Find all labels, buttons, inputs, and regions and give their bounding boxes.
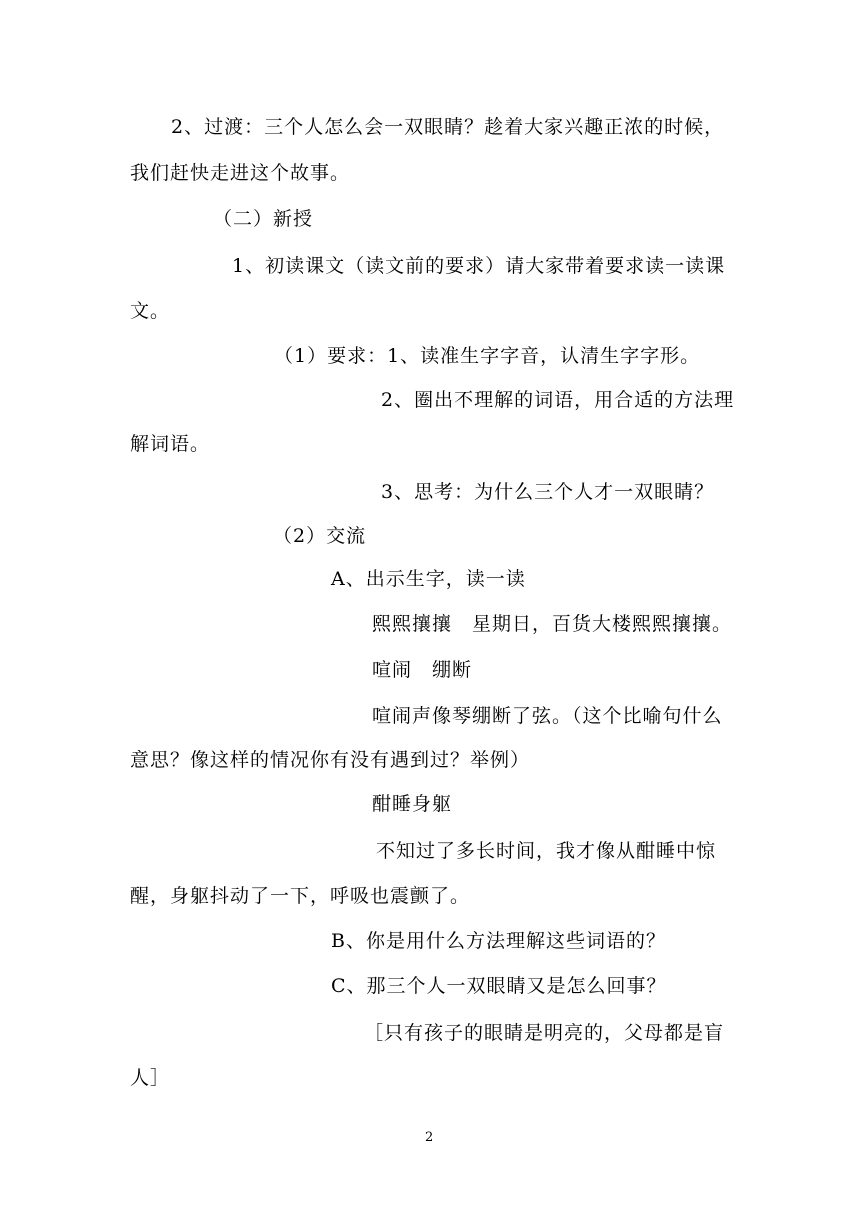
text-line: C、那三个人一双眼睛又是怎么回事？ — [331, 975, 667, 997]
text-line: 3、思考：为什么三个人才一双眼睛？ — [381, 481, 715, 503]
text-line: 2、过渡：三个人怎么会一双眼睛？趁着大家兴趣正浓的时候， — [171, 116, 725, 138]
text-line: 人］ — [130, 1067, 171, 1089]
text-line: 解词语。 — [130, 433, 211, 455]
text-line: A、出示生字，读一读 — [331, 568, 526, 590]
text-line: ［只有孩子的眼睛是明亮的，父母都是盲 — [364, 1022, 725, 1044]
text-line: 喧闹 绷断 — [372, 659, 473, 681]
text-line: 喧闹声像琴绷断了弦。（这个比喻句什么 — [372, 705, 723, 727]
text-line: 酣睡身躯 — [372, 793, 453, 815]
page-number: 2 — [425, 1130, 434, 1145]
text-line: 醒，身躯抖动了一下，呼吸也震颤了。 — [130, 885, 471, 907]
section-heading: （二）新授 — [213, 208, 314, 230]
text-line: （2）交流 — [273, 525, 367, 547]
text-line: 意思？像这样的情况你有没有遇到过？举例） — [130, 749, 531, 771]
text-line: 我们赶快走进这个故事。 — [130, 162, 351, 184]
text-line: 不知过了多长时间，我才像从酣睡中惊 — [376, 840, 717, 862]
text-line: 2、圈出不理解的词语，用合适的方法理 — [381, 389, 735, 411]
text-line: （1）要求：1、读准生字字音，认清生字字形。 — [274, 345, 701, 367]
text-line: 熙熙攘攘 星期日，百货大楼熙熙攘攘。 — [372, 613, 733, 635]
text-line: 1、初读课文（读文前的要求）请大家带着要求读一读课 — [232, 255, 726, 277]
text-line: 文。 — [130, 300, 171, 322]
text-line: B、你是用什么方法理解这些词语的？ — [331, 930, 666, 952]
